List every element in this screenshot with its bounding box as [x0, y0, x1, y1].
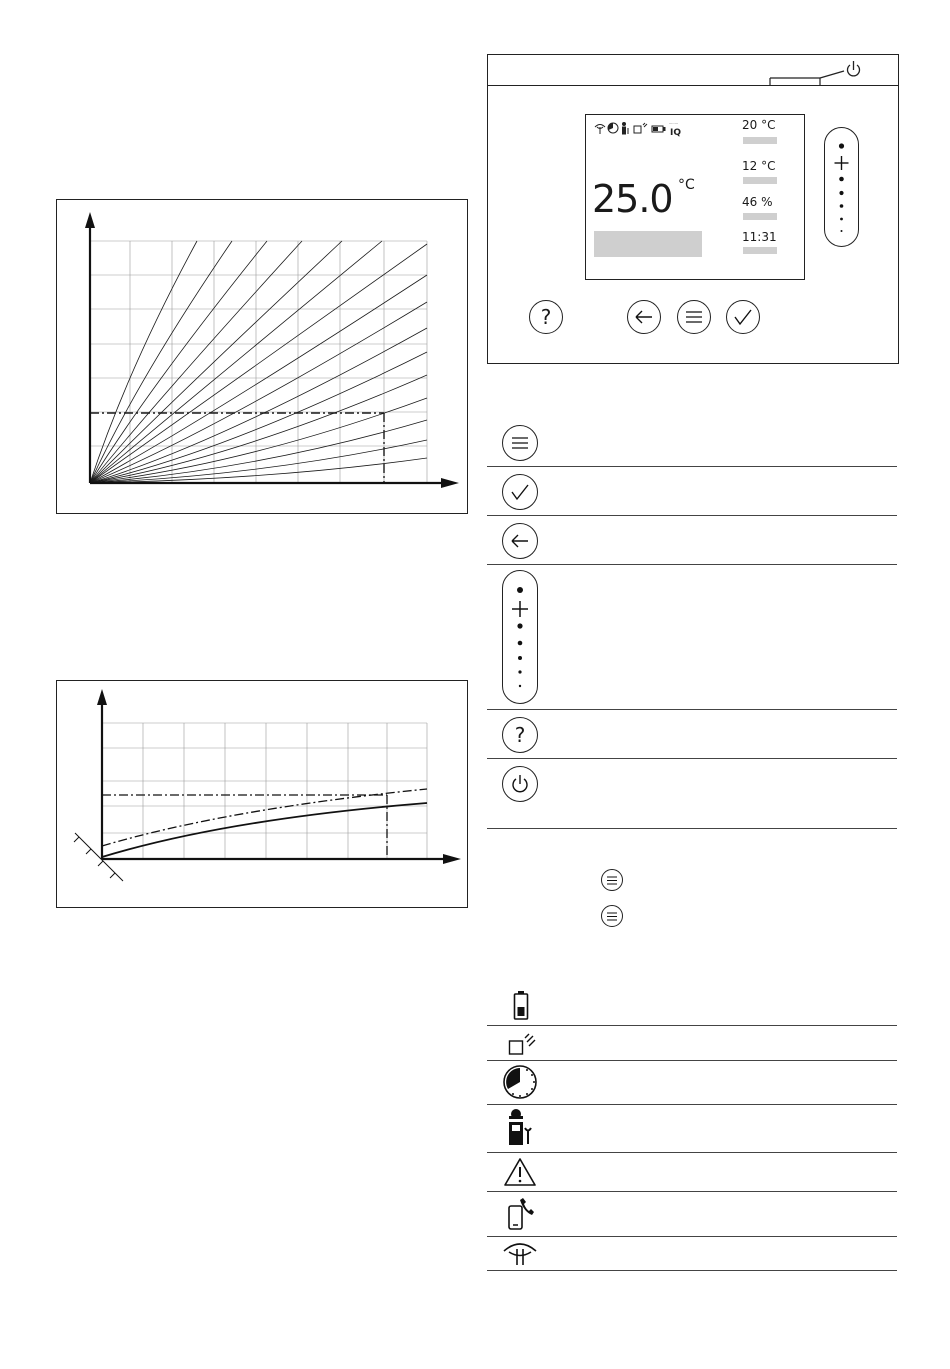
- base-curve: [102, 803, 427, 857]
- value-2-bar: [743, 177, 777, 184]
- temperature-unit: °C: [678, 177, 695, 193]
- value-3: 46 %: [742, 195, 773, 209]
- installer-icon: [504, 1108, 534, 1148]
- plus-scale-icon: [825, 128, 858, 246]
- help-icon: ?: [540, 305, 552, 329]
- menu-icon: [684, 310, 704, 324]
- checkmark-icon: [733, 308, 753, 326]
- status-divider: [487, 1104, 897, 1105]
- shifted-curve: [102, 789, 427, 846]
- status-divider: [487, 1152, 897, 1153]
- legend-divider: [487, 758, 897, 759]
- status-divider: [487, 1236, 897, 1237]
- legend-plus-scale: [502, 570, 538, 704]
- control-panel: [487, 54, 899, 364]
- clock-icon: [608, 123, 618, 133]
- display-screen: [585, 114, 805, 280]
- status-divider: [487, 1025, 897, 1026]
- legend-divider: [487, 515, 897, 516]
- heating-curves-chart: [57, 200, 467, 513]
- menu-icon: [510, 436, 530, 450]
- back-button[interactable]: [627, 300, 661, 334]
- signal-icon: [502, 1241, 538, 1267]
- battery-icon: [512, 990, 532, 1022]
- plus-scale-icon: [503, 571, 537, 703]
- inline-menu-icon-1: [601, 869, 623, 891]
- legend-power-button: [502, 766, 538, 802]
- signal-icon: [595, 125, 605, 135]
- installer-icon: [622, 122, 628, 135]
- value-4-bar: [743, 247, 777, 254]
- value-1: 20 °C: [742, 118, 776, 132]
- svg-text:········: ········: [669, 122, 678, 126]
- inline-menu-icon-2: [601, 905, 623, 927]
- status-divider: [487, 1270, 897, 1271]
- legend-back-button: [502, 523, 538, 559]
- power-icon: [848, 61, 860, 76]
- help-icon: ?: [514, 723, 526, 747]
- wireless-icon: [508, 1031, 536, 1057]
- heating-curve-lines: [90, 241, 427, 483]
- phone-icon: [506, 1196, 534, 1232]
- status-text-bar: [594, 231, 702, 257]
- battery-icon: [652, 126, 665, 132]
- temperature-readout: 25.0: [592, 177, 673, 221]
- legend-menu-button: [502, 425, 538, 461]
- menu-icon: [606, 912, 618, 921]
- value-4: 11:31: [742, 230, 777, 244]
- value-1-bar: [743, 137, 777, 144]
- clock-icon: [502, 1064, 538, 1100]
- legend-divider: [487, 564, 897, 565]
- back-arrow-icon: [634, 309, 654, 325]
- legend-help-button: [502, 717, 538, 753]
- legend-divider: [487, 466, 897, 467]
- iq-logo: [669, 122, 681, 138]
- power-icon: [509, 773, 531, 795]
- status-icon-row: [594, 121, 694, 137]
- legend-divider: [487, 828, 897, 829]
- warning-icon: [503, 1157, 537, 1187]
- status-divider: [487, 1191, 897, 1192]
- value-3-bar: [743, 213, 777, 220]
- value-2: 12 °C: [742, 159, 776, 173]
- svg-text:IQ: IQ: [670, 128, 681, 138]
- confirm-button[interactable]: [726, 300, 760, 334]
- menu-icon: [606, 876, 618, 885]
- status-divider: [487, 1060, 897, 1061]
- room-influence-figure: [56, 680, 468, 908]
- heating-curves-figure: [56, 199, 468, 514]
- checkmark-icon: [510, 483, 530, 501]
- power-switch[interactable]: [768, 59, 868, 89]
- legend-confirm-button: [502, 474, 538, 510]
- legend-divider: [487, 709, 897, 710]
- help-button[interactable]: [529, 300, 563, 334]
- plus-scale-control[interactable]: [824, 127, 859, 247]
- room-influence-chart: [57, 681, 467, 907]
- menu-button[interactable]: [677, 300, 711, 334]
- back-arrow-icon: [510, 533, 530, 549]
- wireless-icon: [634, 123, 647, 133]
